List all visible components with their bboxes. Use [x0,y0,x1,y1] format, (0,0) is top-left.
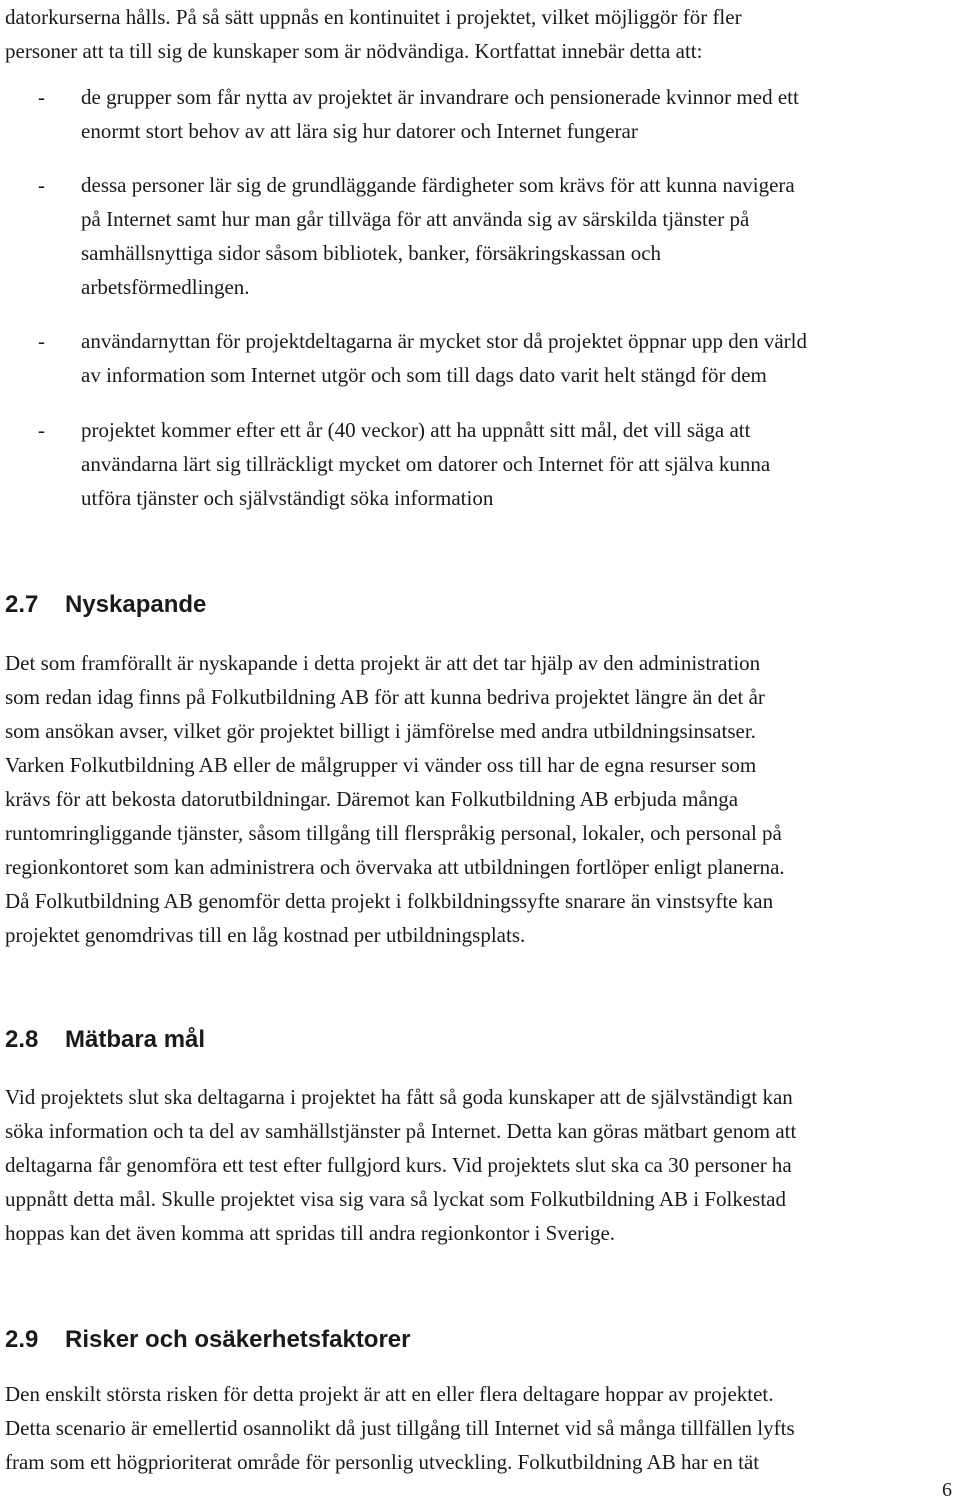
list-item [5,168,955,304]
section-number: 2.8 [5,1026,39,1053]
list-item-line: utföra tjänster och självständigt söka information [81,486,494,510]
paragraph-line: krävs för att bekosta datorutbildningar. Däremot kan Folkutbildning AB erbjuda många [5,787,739,811]
section-heading [5,1025,205,1055]
section-paragraph [5,646,955,952]
list-dash: - [38,329,45,353]
list-dash: - [38,418,45,442]
list-item-line: arbetsförmedlingen. [81,275,250,299]
list-item-line: dessa personer lär sig de grundläggande färdigheter som krävs för att kunna navigera [81,173,795,197]
list-dash: - [38,85,45,109]
list-item-line: användarnyttan för projektdeltagarna är mycket stor då projektet öppnar upp den värld [81,329,807,353]
list-item-line: på Internet samt hur man går tillväga för att använda sig av särskilda tjänster på [81,207,750,231]
paragraph-line: Vid projektets slut ska deltagarna i projektet ha fått så goda kunskaper att de självständigt kan [5,1085,793,1109]
paragraph-line: uppnått detta mål. Skulle projektet visa sig vara så lyckat som Folkutbildning AB i Folkestad [5,1187,786,1211]
paragraph-line: runtomringliggande tjänster, såsom tillgång till flerspråkig personal, lokaler, och personal på [5,821,782,845]
page-number: 6 [942,1479,952,1501]
list-item [5,413,955,515]
paragraph-line: deltagarna får genomföra ett test efter fullgjord kurs. Vid projektets slut ska ca 30 personer ha [5,1153,792,1177]
paragraph-line: hoppas kan det även komma att spridas till andra regionkontor i Sverige. [5,1221,616,1245]
section-title: Nyskapande [65,591,207,618]
paragraph-line: Varken Folkutbildning AB eller de målgrupper vi vänder oss till har de egna resurser som [5,753,757,777]
paragraph-line: Detta scenario är emellertid osannolikt då just tillgång till Internet vid så många tillfällen lyfts [5,1416,795,1440]
paragraph-line: Då Folkutbildning AB genomför detta projekt i folkbildningssyfte snarare än vinstsyfte kan [5,889,774,913]
section-title: Mätbara mål [65,1026,206,1053]
section-heading [5,1325,411,1355]
section-heading [5,590,206,620]
intro-line: personer att ta till sig de kunskaper som är nödvändiga. Kortfattat innebär detta att: [5,39,703,63]
paragraph-line: fram som ett högprioriterat område för personlig utveckling. Folkutbildning AB har en tät [5,1450,760,1474]
section-number: 2.7 [5,591,39,618]
list-item-line: projektet kommer efter ett år (40 veckor) att ha uppnått sitt mål, det vill säga att [81,418,751,442]
list-item [5,324,955,392]
section-paragraph [5,1377,955,1479]
paragraph-line: regionkontoret som kan administrera och övervaka att utbildningen fortlöper enligt planerna. [5,855,785,879]
list-item [5,80,955,148]
section-title: Risker och osäkerhetsfaktorer [65,1326,411,1353]
list-item-line: samhällsnyttiga sidor såsom bibliotek, banker, försäkringskassan och [81,241,662,265]
paragraph-line: projektet genomdrivas till en låg kostnad per utbildningsplats. [5,923,526,947]
section-number: 2.9 [5,1326,39,1353]
paragraph-line: som ansökan avser, vilket gör projektet billigt i jämförelse med andra utbildningsinsatser. [5,719,756,743]
list-item-line: de grupper som får nytta av projektet är invandrare och pensionerade kvinnor med ett [81,85,799,109]
paragraph-line: Den enskilt största risken för detta projekt är att en eller flera deltagare hoppar av projektet. [5,1382,774,1406]
list-item-line: av information som Internet utgör och som till dags dato varit helt stängd för dem [81,363,767,387]
paragraph-line: som redan idag finns på Folkutbildning AB för att kunna bedriva projektet längre än det år [5,685,765,709]
intro-line: datorkurserna hålls. På så sätt uppnås en kontinuitet i projektet, vilket möjliggör för fler [5,5,742,29]
paragraph-line: söka information och ta del av samhällstjänster på Internet. Detta kan göras mätbart genom att [5,1119,797,1143]
intro-paragraph [5,0,955,68]
section-paragraph [5,1080,955,1250]
list-dash: - [38,173,45,197]
list-item-line: användarna lärt sig tillräckligt mycket om datorer och Internet för att själva kunna [81,452,771,476]
paragraph-line: Det som framförallt är nyskapande i detta projekt är att det tar hjälp av den administration [5,651,761,675]
list-item-line: enormt stort behov av att lära sig hur datorer och Internet fungerar [81,119,638,143]
